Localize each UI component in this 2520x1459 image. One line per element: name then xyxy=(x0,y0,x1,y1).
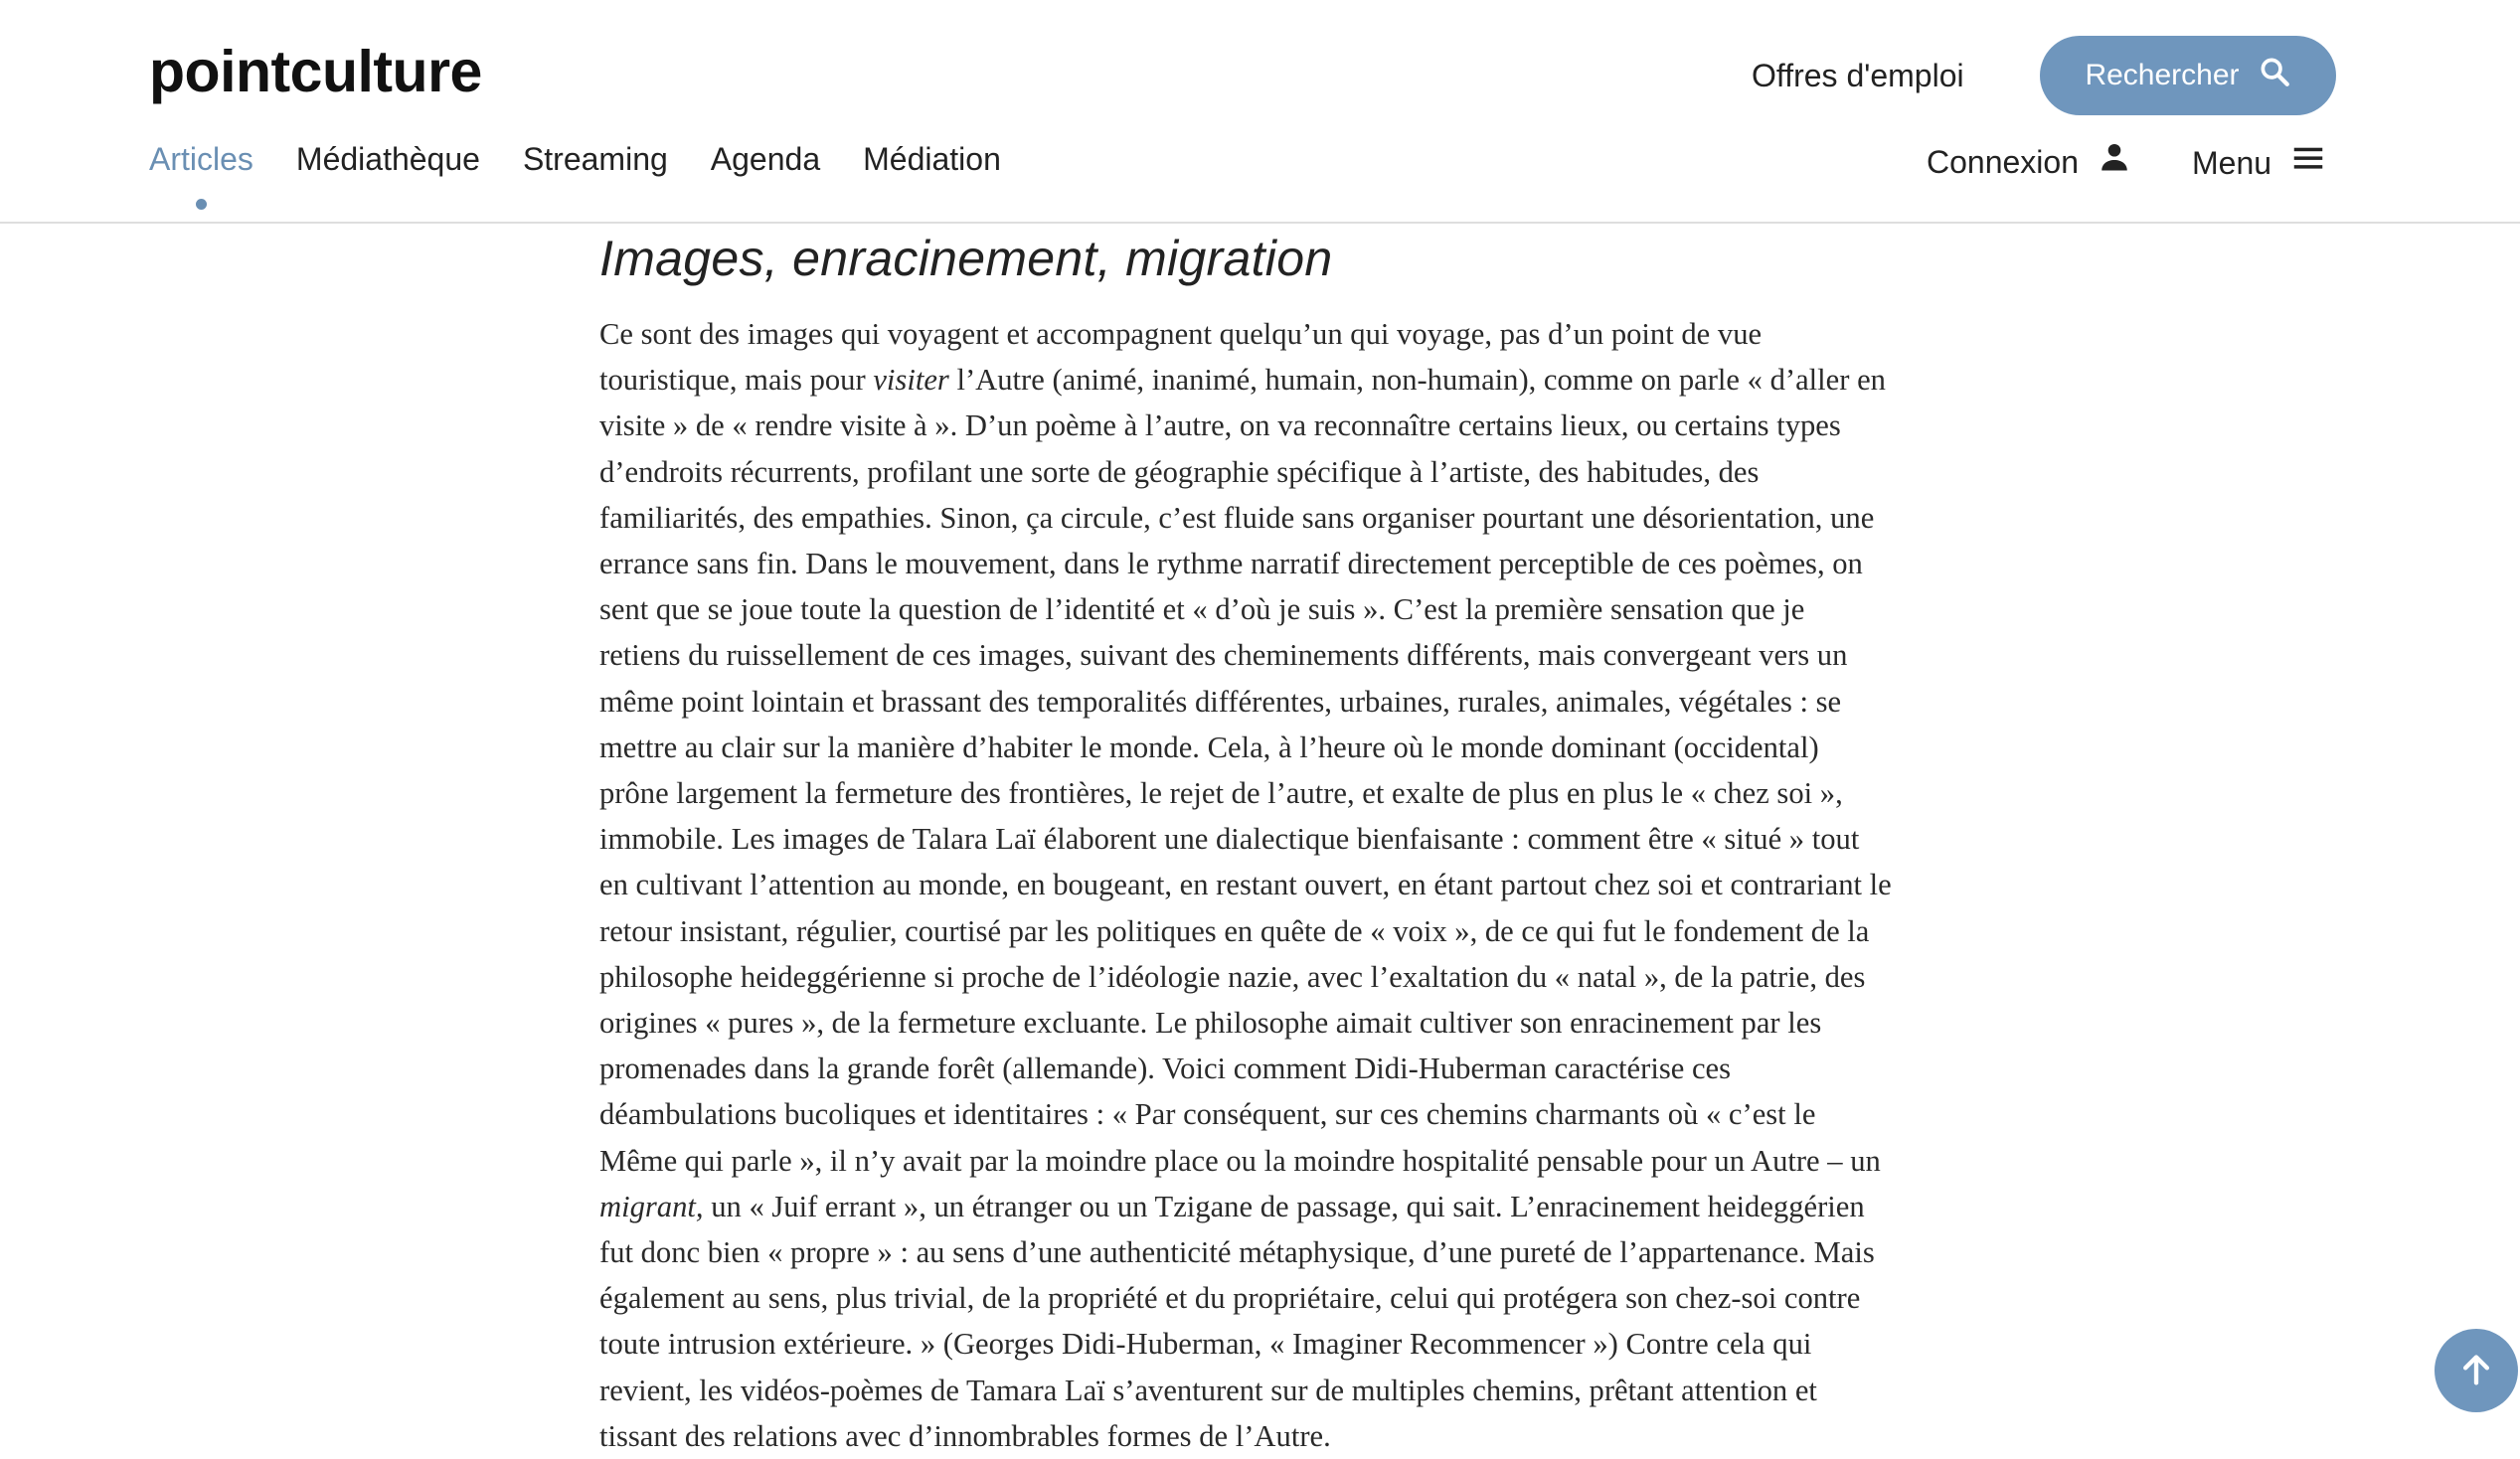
site-logo[interactable]: pointculture xyxy=(149,39,482,104)
site-header xyxy=(0,0,2520,224)
menu-button[interactable] xyxy=(2192,139,2327,186)
active-indicator-dot xyxy=(196,199,207,210)
nav-item-label: Agenda xyxy=(710,141,821,177)
emphasis-text: migrant, xyxy=(599,1189,704,1223)
nav-item-articles[interactable] xyxy=(149,139,253,179)
nav-item-label: Médiathèque xyxy=(295,141,480,177)
nav-item-agenda[interactable] xyxy=(711,139,820,179)
hamburger-icon xyxy=(2289,139,2327,186)
nav-item-label: Médiation xyxy=(863,141,1001,177)
nav-item-mediation[interactable] xyxy=(863,139,1001,179)
main-nav xyxy=(149,139,1044,179)
scroll-to-top-button[interactable] xyxy=(2435,1329,2518,1412)
paragraph-text: l’Autre (animé, inanimé, humain, non-humain), comme on parle « d’aller en visite » de « rendre visite à ». D’un poème à l’autre, on va reconnaître certains lieux, ou certains types d’endroits récurrents, profilant une sorte de géographie spécifique à l’artiste, des habitudes, des familiarités, des empathies. Sinon, ça circule, c’est fluide sans organiser pourtant une désorientation, une errance sans fin. Dans le mouvement, dans le rythme narratif directement perceptible de ces poèmes, on sent que se joue toute la question de l’identité et « d’où je suis ». C’est la première sensation que je retiens du ruissellement de ces images, suivant des cheminements différents, mais convergeant vers un même point lointain et brassant des temporalités différentes, urbaines, rurales, animales, végétales : se mettre au clair sur la manière d’habiter le monde. Cela, à l’heure où le monde dominant (occidental) prône largement la fermeture des frontières, le rejet de l’autre, et exalte de plus en plus le « chez soi », immobile. Les images de Talara Laï élaborent une dialectique bienfaisante : comment être « situé » tout en cultivant l’attention au monde, en bougeant, en restant ouvert, en étant partout chez soi et contrariant le retour insistant, régulier, courtisé par les politiques en quête de « voix », de ce qui fut le fondement de la philosophe heideggérienne si proche de l’idéologie nazie, avec l’exaltation du « natal », de la patrie, des origines « pures », de la fermeture excluante. Le philosophe aimait cultiver son enracinement par les promenades dans la grande forêt (allemande). Voici comment Didi-Huberman caractérise ces déambulations bucoliques et identitaires : « Par conséquent, sur ces chemins charmants où « c’est le Même qui parle », il n’y avait par la moindre place ou la moindre hospitalité pensable pour un Autre – un xyxy=(599,363,1892,1178)
nav-item-streaming[interactable] xyxy=(523,139,668,179)
emphasis-text: visiter xyxy=(873,363,949,398)
nav-item-label: Articles xyxy=(149,141,253,177)
menu-label: Menu xyxy=(2192,144,2272,181)
login-link[interactable] xyxy=(1927,139,2132,184)
paragraph-text: un « Juif errant », un étranger ou un Tzigane de passage, qui sait. L’enracinement heideggérien fut donc bien « propre » : au sens d’une authenticité métaphysique, d’une pureté de l’appartenance. Mais également au sens, plus trivial, de la propriété et du propriétaire, celui qui protégera son chez-soi contre toute intrusion extérieure. » (Georges Didi-Huberman, « Imaginer Recommencer ») Contre cela qui revient, les vidéos-poèmes de Tamara Laï s’aventurent sur de multiples chemins, prêtant attention et tissant des relations avec d’innombrables formes de l’Autre. xyxy=(599,1189,1875,1453)
search-icon xyxy=(2258,55,2291,96)
article-content xyxy=(599,224,1892,1459)
paragraph-text: Ce sont des images qui voyagent et accompagnent quelqu’un qui voyage, pas d’un point de vue touristique, mais pour xyxy=(599,317,1763,398)
search-button[interactable] xyxy=(2040,36,2336,115)
nav-item-label: Streaming xyxy=(522,141,668,177)
article-paragraph xyxy=(599,311,1892,1459)
section-title: Images, enracinement, migration xyxy=(599,231,1333,286)
arrow-up-icon xyxy=(2456,1350,2496,1392)
user-icon xyxy=(2097,139,2132,184)
login-label: Connexion xyxy=(1927,143,2079,180)
search-button-label: Rechercher xyxy=(2085,59,2240,91)
jobs-link[interactable]: Offres d'emploi xyxy=(1752,58,1964,93)
nav-item-mediatheque[interactable] xyxy=(296,139,480,179)
